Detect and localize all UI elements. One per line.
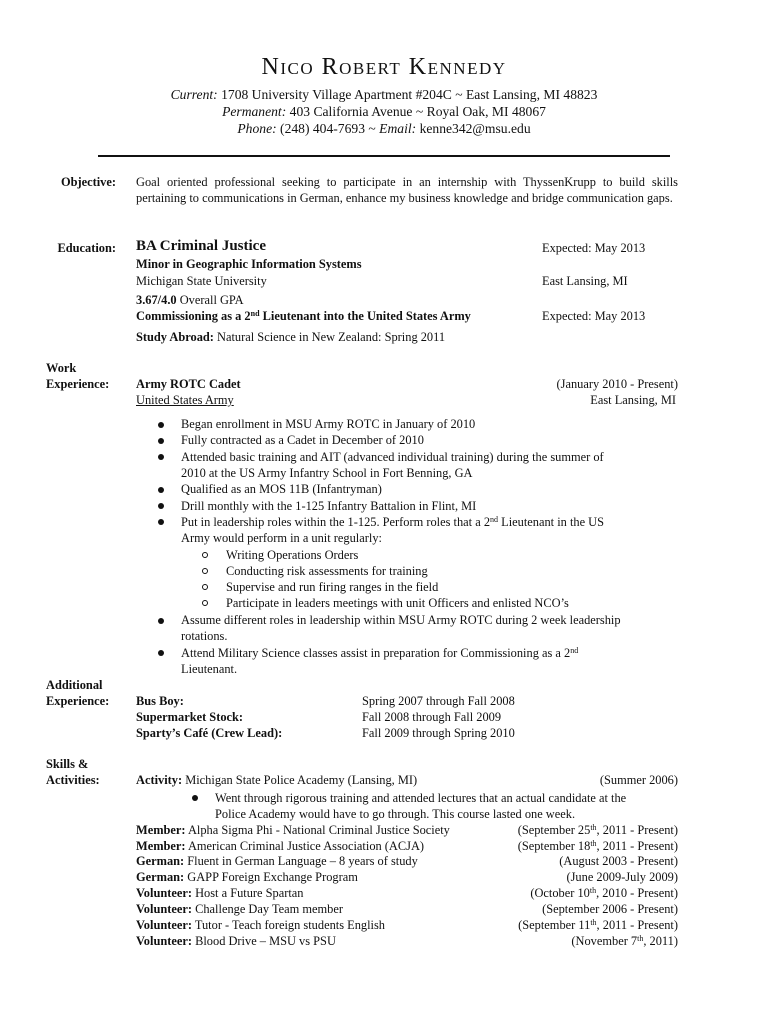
degree-date: Expected: May 2013 bbox=[542, 241, 646, 255]
work-bullet-6a bbox=[181, 514, 676, 530]
date-post: , 2011 - Present) bbox=[596, 823, 678, 837]
activity-text: Michigan State Police Academy (Lansing, MI) bbox=[185, 773, 418, 787]
job-location: East Lansing, MI bbox=[590, 393, 676, 407]
skills-row-label: German: bbox=[136, 870, 185, 884]
additional-role-2: Supermarket Stock: bbox=[136, 710, 244, 724]
date-pre: (June 2009-July 2009) bbox=[566, 870, 678, 884]
skills-row-text: Blood Drive – MSU vs PSU bbox=[195, 934, 336, 948]
skills-row-label: Volunteer: bbox=[136, 902, 192, 916]
work-bullet-5: Drill monthly with the 1-125 Infantry Battalion in Flint, MI bbox=[181, 499, 477, 513]
date-post: , 2011 - Present) bbox=[596, 839, 678, 853]
sub-bullet-icon bbox=[202, 600, 208, 606]
commission-pre: Commissioning as a 2 bbox=[136, 309, 251, 323]
date-pre: (September 11 bbox=[518, 918, 591, 932]
skills-row-text: GAPP Foreign Exchange Program bbox=[187, 870, 358, 884]
objective-text: Goal oriented professional seeking to participate in an internship with ThyssenKrupp to build skills pertaining to communications in German, enhance my business knowledge and bridge communication gaps. bbox=[136, 175, 678, 205]
skills-row-text: Fluent in German Language – 8 years of study bbox=[187, 854, 418, 868]
date-pre: (November 7 bbox=[571, 934, 638, 948]
skills-row-date-7 bbox=[518, 917, 678, 933]
activity-bullet-2: Police Academy would have to go through. This course lasted one week. bbox=[215, 807, 576, 821]
sub-bullet-icon bbox=[202, 584, 208, 590]
work-bullet-7b: rotations. bbox=[181, 629, 228, 643]
email-label: Email: bbox=[379, 121, 417, 136]
study-abroad-label: Study Abroad: bbox=[136, 330, 214, 344]
date-pre: (September 18 bbox=[517, 839, 591, 853]
work-bullet-1: Began enrollment in MSU Army ROTC in January of 2010 bbox=[181, 417, 476, 431]
phone-label: Phone: bbox=[237, 121, 277, 136]
work-bullet-7a: Assume different roles in leadership within MSU Army ROTC during 2 week leadership bbox=[181, 613, 621, 627]
bullet-icon bbox=[158, 618, 164, 624]
work-label-1: Work bbox=[46, 361, 77, 375]
work-subbullet-1: Writing Operations Orders bbox=[226, 548, 359, 562]
commissioning bbox=[136, 308, 471, 324]
work-bullet-3b: 2010 at the US Army Infantry School in Fort Benning, GA bbox=[181, 466, 473, 480]
gpa-text: Overall GPA bbox=[179, 293, 244, 307]
commission-post: Lieutenant into the United States Army bbox=[262, 309, 471, 323]
date-sup: th bbox=[589, 886, 597, 895]
skills-row-text: Challenge Day Team member bbox=[195, 902, 343, 916]
skills-row-date-5 bbox=[530, 885, 678, 901]
bullet-icon bbox=[158, 503, 164, 509]
date-pre: (October 10 bbox=[530, 886, 590, 900]
skills-label-1: Skills & bbox=[46, 757, 89, 771]
additional-label-1: Additional bbox=[46, 678, 103, 692]
commission-sup: nd bbox=[250, 309, 260, 318]
school: Michigan State University bbox=[136, 274, 267, 288]
skills-row-text: Tutor - Teach foreign students English bbox=[194, 918, 385, 932]
date-pre: (August 2003 - Present) bbox=[559, 854, 678, 868]
work-bullet-6-post: Lieutenant in the US bbox=[501, 515, 605, 529]
additional-role-1: Bus Boy: bbox=[136, 694, 184, 708]
skills-row-label: Volunteer: bbox=[136, 934, 192, 948]
objective-label: Objective: bbox=[60, 175, 116, 189]
bullet-icon bbox=[158, 519, 164, 525]
additional-dates-1: Spring 2007 through Fall 2008 bbox=[362, 694, 515, 708]
date-pre: (September 2006 - Present) bbox=[542, 902, 678, 916]
current-address-text: 1708 University Village Apartment #204C ~ East Lansing, MI 48823 bbox=[221, 87, 598, 102]
work-subbullet-4: Participate in leaders meetings with unit Officers and enlisted NCO’s bbox=[226, 596, 569, 610]
minor: Minor in Geographic Information Systems bbox=[136, 257, 362, 271]
resume-name: Nico Robert Kennedy bbox=[261, 54, 507, 80]
work-bullet-4: Qualified as an MOS 11B (Infantryman) bbox=[181, 482, 382, 496]
email-link[interactable]: kenne342@msu.edu bbox=[419, 121, 531, 136]
skills-row-date-3 bbox=[559, 853, 678, 869]
skills-row-label: Volunteer: bbox=[136, 886, 192, 900]
additional-dates-2: Fall 2008 through Fall 2009 bbox=[362, 710, 502, 724]
commission-date: Expected: May 2013 bbox=[542, 309, 646, 323]
date-pre: (September 25 bbox=[517, 823, 591, 837]
current-address bbox=[0, 86, 768, 103]
study-abroad-text: Natural Science in New Zealand: Spring 2011 bbox=[217, 330, 446, 344]
work-subbullet-3: Supervise and run firing ranges in the field bbox=[226, 580, 439, 594]
current-label: Current: bbox=[170, 87, 218, 102]
date-sup: th bbox=[590, 839, 597, 848]
phone-email bbox=[0, 120, 768, 137]
school-location: East Lansing, MI bbox=[542, 274, 628, 288]
permanent-label: Permanent: bbox=[222, 104, 287, 119]
work-bullet-8a bbox=[181, 645, 676, 661]
work-bullet-3a: Attended basic training and AIT (advanced individual training) during the summer of bbox=[181, 450, 604, 464]
skills-row-label: Member: bbox=[136, 823, 186, 837]
skills-row-label: Volunteer: bbox=[136, 918, 192, 932]
work-bullet-6-sup: nd bbox=[490, 515, 499, 524]
skills-row-date-1 bbox=[518, 822, 678, 838]
permanent-address-text: 403 California Avenue ~ Royal Oak, MI 48067 bbox=[289, 104, 546, 119]
bullet-icon bbox=[158, 487, 164, 493]
skills-row-label: German: bbox=[136, 854, 185, 868]
sub-bullet-icon bbox=[202, 568, 208, 574]
phone-text: (248) 404-7693 ~ bbox=[280, 121, 376, 136]
gpa bbox=[136, 292, 244, 308]
date-sup: th bbox=[590, 823, 597, 832]
gpa-value: 3.67/4.0 bbox=[136, 293, 177, 307]
skills-row-date-8 bbox=[571, 933, 678, 949]
date-sup: th bbox=[590, 918, 597, 927]
job-org-line bbox=[136, 392, 676, 408]
work-bullet-8-pre: Attend Military Science classes assist in preparation for Commissioning as a 2 bbox=[181, 646, 571, 660]
additional-label-2: Experience: bbox=[46, 694, 110, 708]
work-label-2: Experience: bbox=[46, 377, 110, 391]
date-post: , 2010 - Present) bbox=[596, 886, 678, 900]
bullet-icon bbox=[158, 422, 164, 428]
additional-dates-3: Fall 2009 through Spring 2010 bbox=[362, 726, 515, 740]
work-bullet-8b: Lieutenant. bbox=[181, 662, 238, 676]
education-label: Education: bbox=[57, 241, 116, 255]
job-org: United States Army bbox=[136, 393, 234, 407]
additional-role-3: Sparty’s Café (Crew Lead): bbox=[136, 726, 283, 740]
sub-bullet-icon bbox=[202, 552, 208, 558]
activity-bullet-1: Went through rigorous training and attended lectures that an actual candidate at the bbox=[215, 791, 627, 805]
work-bullet-6-pre: Put in leadership roles within the 1-125. Perform roles that a 2 bbox=[181, 515, 491, 529]
date-sup: th bbox=[637, 934, 644, 943]
work-subbullet-2: Conducting risk assessments for training bbox=[226, 564, 428, 578]
skills-row-text: Alpha Sigma Phi - National Criminal Justice Society bbox=[187, 823, 450, 837]
work-bullet-6b: Army would perform in a unit regularly: bbox=[181, 531, 382, 545]
header-divider bbox=[98, 155, 670, 157]
job-dates: (January 2010 - Present) bbox=[556, 377, 678, 391]
activity-label: Activity: bbox=[136, 773, 183, 787]
date-post: , 2011) bbox=[643, 934, 678, 948]
bullet-icon bbox=[158, 650, 164, 656]
skills-row-text: American Criminal Justice Association (ACJA) bbox=[187, 839, 425, 853]
skills-row-label: Member: bbox=[136, 839, 186, 853]
skills-row-date-4 bbox=[566, 869, 678, 885]
work-bullet-2: Fully contracted as a Cadet in December of 2010 bbox=[181, 433, 424, 447]
bullet-icon bbox=[192, 795, 198, 801]
bullet-icon bbox=[158, 454, 164, 460]
skills-label-2: Activities: bbox=[46, 773, 100, 787]
date-post: , 2011 - Present) bbox=[596, 918, 678, 932]
skills-row-date-2 bbox=[518, 838, 678, 854]
skills-row-date-6 bbox=[542, 901, 678, 917]
activity-date: (Summer 2006) bbox=[599, 773, 678, 787]
work-bullet-8-sup: nd bbox=[570, 646, 579, 655]
bullet-icon bbox=[158, 438, 164, 444]
skills-row-text: Host a Future Spartan bbox=[195, 886, 304, 900]
job-title: Army ROTC Cadet bbox=[136, 377, 241, 391]
degree: BA Criminal Justice bbox=[136, 238, 266, 254]
study-abroad bbox=[136, 329, 445, 345]
permanent-address bbox=[0, 103, 768, 120]
activity-row bbox=[136, 772, 678, 788]
